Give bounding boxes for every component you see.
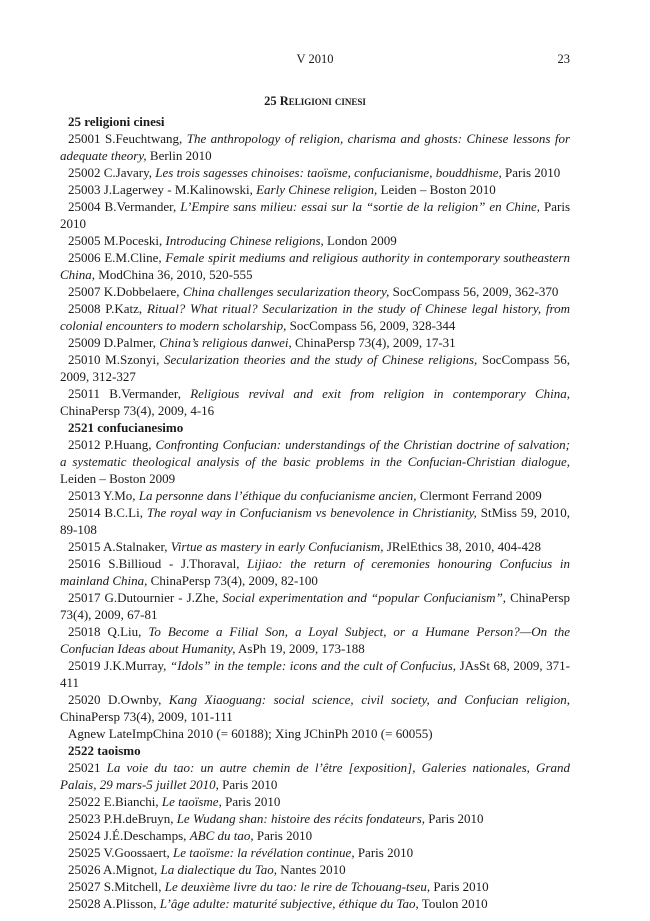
bibliography-entry [60, 249, 570, 283]
entry-number: 25010 [68, 352, 101, 367]
entry-number: 25015 [68, 539, 101, 554]
entry-title: Le taoïsme: la révélation continue, [172, 845, 355, 860]
entry-publication: Clermont Ferrand 2009 [419, 488, 542, 503]
entry-number: 25027 [68, 879, 101, 894]
section-heading: 25 religioni cinesi [68, 114, 165, 129]
entry-number: 25021 [68, 760, 101, 775]
entry-number: 25011 [68, 386, 101, 401]
bibliography-entry [60, 283, 570, 300]
entry-title: To Become a Filial Son, a Loyal Subject, or a Humane Person?—On the Confucian Ideas about Humanity, [60, 624, 570, 656]
bibliography-entry [60, 487, 570, 504]
entry-author: B.Vermander, [109, 386, 181, 401]
entry-author: E.M.Cline, [104, 250, 162, 265]
entry-title: Le deuxième livre du tao: le rire de Tchouang-tseu, [164, 879, 431, 894]
bibliography-entry [60, 198, 570, 232]
entry-publication: Berlin 2010 [149, 148, 212, 163]
bibliography-entry [60, 725, 570, 742]
entry-author: Agnew LateImpChina 2010 (= 60188); Xing JChinPh 2010 (= 60055) [68, 726, 433, 741]
bibliography-entry [60, 385, 570, 419]
entry-title: La voie du tao: un autre chemin de l’être [exposition], Galeries nationales, Grand Palais, 29 mars-5 juillet 2010, [60, 760, 570, 792]
bibliography-list [60, 113, 570, 912]
entry-title: Early Chinese religion, [256, 182, 378, 197]
bibliography-entry [60, 759, 570, 793]
bibliography-entry [60, 657, 570, 691]
entry-author: J.K.Murray, [104, 658, 167, 673]
entry-publication: ModChina 36, 2010, 520-555 [98, 267, 253, 282]
entry-author: A.Plisson, [103, 896, 157, 911]
entry-title: China challenges secularization theory, [182, 284, 390, 299]
entry-publication: Paris 2010 [222, 777, 278, 792]
entry-author: D.Ownby, [108, 692, 162, 707]
entry-number: 25014 [68, 505, 101, 520]
entry-number: 25012 [68, 437, 101, 452]
bibliography-entry [60, 878, 570, 895]
entry-number: 25009 [68, 335, 101, 350]
entry-publication: JAsSt 68, 2009, 371-411 [60, 658, 570, 690]
entry-author: A.Stalnaker, [103, 539, 168, 554]
bibliography-entry [60, 827, 570, 844]
entry-publication: Paris 2010 [357, 845, 414, 860]
entry-number: 25023 [68, 811, 101, 826]
entry-author: B.Vermander, [104, 199, 177, 214]
entry-author: S.Mitchell, [103, 879, 162, 894]
bibliography-entry [60, 232, 570, 249]
bibliography-entry [60, 793, 570, 810]
entry-number: 25016 [68, 556, 101, 571]
bibliography-entry [60, 351, 570, 385]
running-header [60, 52, 570, 68]
entry-author: M.Poceski, [103, 233, 163, 248]
bibliography-entry [60, 810, 570, 827]
entry-publication: ChinaPersp 73(4), 2009, 101-111 [60, 709, 233, 724]
entry-number: 25004 [68, 199, 101, 214]
entry-publication: SocCompass 56, 2009, 328-344 [289, 318, 456, 333]
entry-author: S.Feuchtwang, [104, 131, 183, 146]
entry-title: The anthropology of religion, charisma and ghosts: Chinese lessons for adequate theory, [60, 131, 571, 163]
entry-title: L’âge adulte: maturité subjective, éthique du Tao, [159, 896, 419, 911]
chapter-number: 25 [264, 94, 277, 108]
entry-author: K.Dobbelaere, [103, 284, 180, 299]
entry-number: 25028 [68, 896, 101, 911]
entry-publication: Leiden – Boston 2009 [60, 471, 176, 486]
entry-number: 25025 [68, 845, 101, 860]
entry-title: The royal way in Confucianism vs benevolence in Christianity, [146, 505, 477, 520]
entry-number: 25017 [68, 590, 101, 605]
bibliography-entry [60, 623, 570, 657]
entry-number: 25019 [68, 658, 101, 673]
entry-publication: Paris 2010 [428, 811, 484, 826]
bibliography-entry [60, 130, 570, 164]
bibliography-entry [60, 164, 570, 181]
bibliography-entry [60, 334, 570, 351]
entry-publication: Paris 2010 [433, 879, 489, 894]
entry-publication: ChinaPersp 73(4), 2009, 17-31 [295, 335, 456, 350]
entry-number: 25007 [68, 284, 101, 299]
entry-title: Secularization theories and the study of Chinese religions, [163, 352, 478, 367]
entry-publication: London 2009 [327, 233, 397, 248]
entry-title: Ritual? What ritual? Secularization in the study of Chinese legal history, from colonial encounters to modern scholarship, [60, 301, 570, 333]
entry-title: Les trois sagesses chinoises: taoïsme, confucianisme, bouddhisme, [155, 165, 502, 180]
entry-publication: ChinaPersp 73(4), 2009, 4-16 [60, 403, 215, 418]
entry-title: Lijiao: the return of ceremonies honouring Confucius in mainland China, [60, 556, 571, 588]
bibliography-entry [60, 181, 570, 198]
page-number: 23 [557, 52, 570, 66]
entry-number: 25013 [68, 488, 101, 503]
entry-author: C.Javary, [103, 165, 153, 180]
entry-number: 25022 [68, 794, 101, 809]
entry-publication: Paris 2010 [60, 199, 571, 231]
entry-publication: Leiden – Boston 2010 [380, 182, 496, 197]
entry-publication: StMiss 59, 2010, 89-108 [60, 505, 571, 537]
entry-publication: SocCompass 56, 2009, 312-327 [60, 352, 571, 384]
entry-publication: Paris 2010 [256, 828, 313, 843]
entry-number: 25006 [68, 250, 101, 265]
entry-author: J.É.Deschamps, [103, 828, 187, 843]
entry-publication: ChinaPersp 73(4), 2009, 82-100 [150, 573, 318, 588]
entry-author: P.Katz, [105, 301, 143, 316]
bibliography-entry [60, 538, 570, 555]
entry-author: J.Lagerwey - M.Kalinowski, [103, 182, 253, 197]
entry-title: La personne dans l’éthique du confucianisme ancien, [138, 488, 417, 503]
bibliography-entry [60, 555, 570, 589]
entry-author: P.Huang, [104, 437, 152, 452]
entry-author: A.Mignot, [103, 862, 158, 877]
entry-publication: ChinaPersp 73(4), 2009, 67-81 [60, 590, 571, 622]
entry-publication: Paris 2010 [505, 165, 561, 180]
section-heading: 2522 taoismo [68, 743, 141, 758]
entry-author: S.Billioud - J.Thoraval, [108, 556, 240, 571]
entry-title: Le taoïsme, [161, 794, 222, 809]
entry-title: La dialectique du Tao, [160, 862, 277, 877]
chapter-heading [60, 94, 570, 109]
volume-label: V 2010 [296, 52, 334, 66]
entry-title: ABC du tao, [189, 828, 254, 843]
entry-title: L’Empire sans milieu: essai sur la “sortie de la religion” en Chine, [180, 199, 540, 214]
entry-author: V.Goossaert, [103, 845, 170, 860]
entry-title: Female spirit mediums and religious authority in contemporary southeastern China, [60, 250, 570, 282]
entry-number: 25018 [68, 624, 101, 639]
entry-title: Social experimentation and “popular Confucianism”, [222, 590, 507, 605]
entry-title: Confronting Confucian: understandings of the Christian doctrine of salvation; a systematic theological analysis of the basic problems in the Confucian-Christian dialogue, [60, 437, 571, 469]
entry-author: G.Dutournier - J.Zhe, [104, 590, 219, 605]
entry-publication: SocCompass 56, 2009, 362-370 [392, 284, 559, 299]
bibliography-entry [60, 300, 570, 334]
entry-number: 25005 [68, 233, 101, 248]
entry-author: E.Bianchi, [103, 794, 159, 809]
entry-title: “Idols” in the temple: icons and the cult of Confucius, [170, 658, 457, 673]
entry-author: D.Palmer, [103, 335, 156, 350]
entry-number: 25026 [68, 862, 101, 877]
entry-publication: AsPh 19, 2009, 173-188 [238, 641, 365, 656]
entry-title: Virtue as mastery in early Confucianism, [170, 539, 384, 554]
bibliography-entry [60, 861, 570, 878]
chapter-title: Religioni cinesi [279, 94, 366, 108]
entry-publication: Toulon 2010 [421, 896, 488, 911]
entry-title: Kang Xiaoguang: social science, civil society, and Confucian religion, [168, 692, 570, 707]
entry-author: Y.Mo, [103, 488, 136, 503]
entry-publication: Paris 2010 [225, 794, 281, 809]
entry-author: M.Szonyi, [105, 352, 160, 367]
bibliography-entry [60, 436, 570, 487]
bibliography-entry [60, 504, 570, 538]
entry-publication: JRelEthics 38, 2010, 404-428 [386, 539, 541, 554]
entry-number: 25002 [68, 165, 101, 180]
entry-number: 25001 [68, 131, 101, 146]
entry-title: China’s religious danwei, [159, 335, 292, 350]
section-heading: 2521 confucianesimo [68, 420, 184, 435]
entry-number: 25008 [68, 301, 101, 316]
entry-number: 25024 [68, 828, 101, 843]
entry-author: Q.Liu, [107, 624, 142, 639]
entry-number: 25003 [68, 182, 101, 197]
bibliography-entry [60, 895, 570, 912]
bibliography-entry [60, 844, 570, 861]
entry-title: Introducing Chinese religions, [165, 233, 324, 248]
entry-publication: Nantes 2010 [280, 862, 346, 877]
entry-author: B.C.Li, [104, 505, 143, 520]
entry-author: P.H.deBruyn, [103, 811, 174, 826]
bibliography-entry [60, 691, 570, 725]
entry-number: 25020 [68, 692, 101, 707]
bibliography-entry [60, 589, 570, 623]
entry-title: Le Wudang shan: histoire des récits fondateurs, [176, 811, 426, 826]
entry-title: Religious revival and exit from religion in contemporary China, [190, 386, 571, 401]
